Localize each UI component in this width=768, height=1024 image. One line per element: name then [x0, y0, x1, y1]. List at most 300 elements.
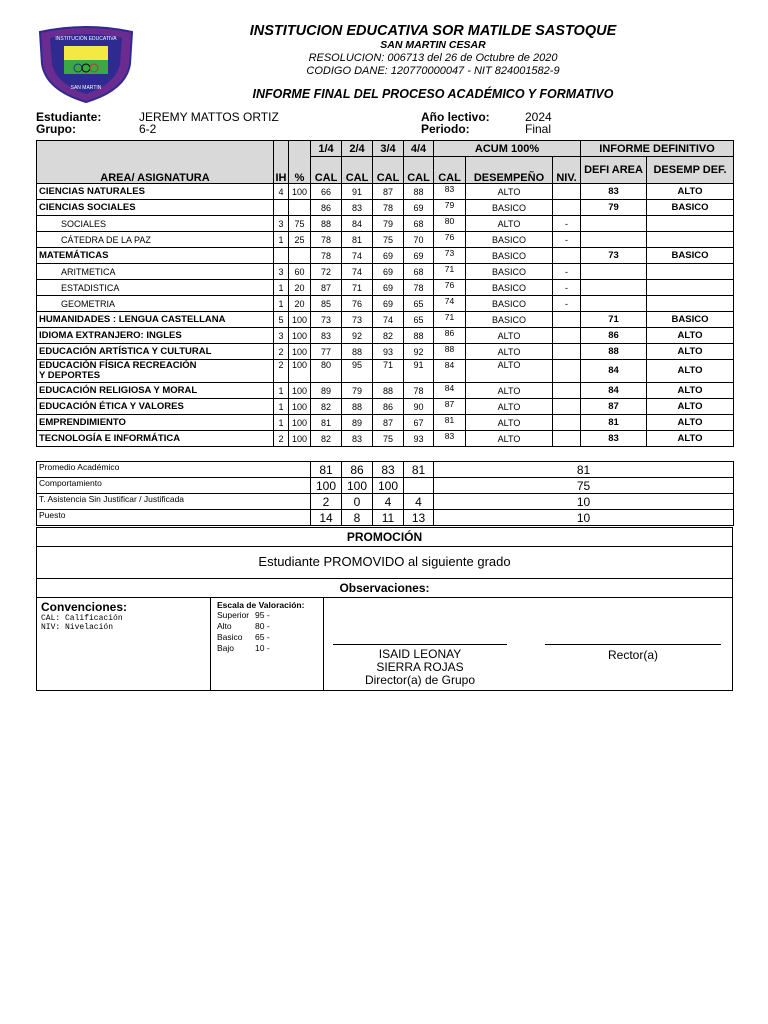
- period-grade-cell: 79: [373, 216, 404, 232]
- defi-area-cell: [581, 296, 647, 312]
- acum-cal-cell: 76: [434, 232, 466, 248]
- school-codes: CODIGO DANE: 120770000047 - NIT 824001582-9: [306, 65, 560, 77]
- subject-name-line-2: Y DEPORTES: [39, 370, 101, 381]
- summary-period-value: 81: [311, 462, 342, 478]
- table-row: [37, 431, 734, 447]
- period-grade-cell: 83: [342, 200, 373, 216]
- col-cal-3: CAL: [373, 157, 404, 184]
- subject-name: EDUCACIÓN RELIGIOSA Y MORAL: [37, 383, 274, 399]
- summary-total: 10: [434, 510, 734, 526]
- scale-title: Escala de Valoración:: [217, 600, 305, 610]
- period-grade-cell: 72: [311, 264, 342, 280]
- ih-cell: 1: [274, 415, 289, 431]
- summary-period-value: 100: [311, 478, 342, 494]
- subject-name-line-1: EDUCACIÓN FÍSICA RECREACIÓN: [39, 360, 197, 371]
- summary-period-value: 2: [311, 494, 342, 510]
- convention-cal: CAL: Calificación: [41, 614, 123, 623]
- period-grade-cell: 69: [373, 280, 404, 296]
- pct-cell: 100: [289, 415, 311, 431]
- defi-area-cell: 79: [581, 200, 647, 216]
- desempeno-cell: ALTO: [466, 399, 553, 415]
- col-niv: NIV.: [553, 157, 581, 184]
- school-name: INSTITUCION EDUCATIVA SOR MATILDE SASTOQUE: [249, 23, 617, 39]
- table-row: [37, 264, 734, 280]
- defi-area-cell: [581, 232, 647, 248]
- period-grade-cell: 88: [311, 216, 342, 232]
- table-row: [37, 399, 734, 415]
- period-grade-cell: 88: [342, 399, 373, 415]
- ih-cell: 3: [274, 328, 289, 344]
- defi-area-cell: 84: [581, 360, 647, 383]
- period-grade-cell: 88: [404, 184, 434, 200]
- period-grade-cell: 93: [404, 431, 434, 447]
- col-cal-acum: CAL: [434, 157, 466, 184]
- acum-cal-cell: 87: [434, 399, 466, 415]
- desempeno-cell: ALTO: [466, 344, 553, 360]
- period-grade-cell: 88: [373, 383, 404, 399]
- acum-cal-cell: 80: [434, 216, 466, 232]
- summary-period-value: [404, 478, 434, 494]
- period-grade-cell: 86: [373, 399, 404, 415]
- col-p1: 1/4: [311, 141, 342, 157]
- period-grade-cell: 88: [404, 328, 434, 344]
- promotion-title: PROMOCIÓN: [36, 527, 733, 547]
- desemp-def-cell: BASICO: [647, 312, 734, 328]
- acum-cal-cell: 73: [434, 248, 466, 264]
- defi-area-cell: [581, 264, 647, 280]
- conventions-box: [37, 597, 211, 690]
- col-cal-1: CAL: [311, 157, 342, 184]
- acum-cal-cell: 83: [434, 431, 466, 447]
- ih-cell: 3: [274, 216, 289, 232]
- year-value: 2024: [525, 110, 552, 124]
- summary-period-value: 100: [373, 478, 404, 494]
- subject-name: [37, 360, 274, 383]
- summary-label: T. Asistencia Sin Justificar / Justificada: [37, 494, 311, 510]
- period-grade-cell: 91: [342, 184, 373, 200]
- desempeno-cell: ALTO: [466, 328, 553, 344]
- table-row: [37, 360, 734, 383]
- acum-cal-cell: 81: [434, 415, 466, 431]
- subject-name: EDUCACIÓN ÉTICA Y VALORES: [37, 399, 274, 415]
- col-desempeno: DESEMPEÑO: [466, 157, 553, 184]
- niv-cell: -: [553, 280, 581, 296]
- pct-cell: 100: [289, 344, 311, 360]
- niv-cell: -: [553, 216, 581, 232]
- period-grade-cell: 67: [404, 415, 434, 431]
- desempeno-cell: ALTO: [466, 431, 553, 447]
- ih-cell: 4: [274, 184, 289, 200]
- desemp-def-cell: [647, 232, 734, 248]
- summary-period-value: 4: [373, 494, 404, 510]
- scale-value: 80 -: [255, 621, 270, 631]
- niv-cell: [553, 328, 581, 344]
- summary-period-value: 83: [373, 462, 404, 478]
- summary-table: [36, 461, 734, 526]
- rector-role: Rector(a): [607, 648, 658, 662]
- pct-cell: 100: [289, 399, 311, 415]
- pct-cell: 60: [289, 264, 311, 280]
- defi-area-cell: 83: [581, 184, 647, 200]
- subject-name: GEOMETRIA: [37, 296, 274, 312]
- school-crest-logo: [34, 24, 138, 104]
- subject-name: EDUCACIÓN ARTÍSTICA Y CULTURAL: [37, 344, 274, 360]
- period-grade-cell: 82: [311, 399, 342, 415]
- period-grade-cell: 69: [404, 248, 434, 264]
- defi-area-cell: 84: [581, 383, 647, 399]
- pct-cell: [289, 248, 311, 264]
- pct-cell: 75: [289, 216, 311, 232]
- summary-label: Comportamiento: [37, 478, 311, 494]
- table-row: [37, 383, 734, 399]
- scale-box: [211, 597, 324, 690]
- defi-area-cell: 83: [581, 431, 647, 447]
- defi-area-cell: 87: [581, 399, 647, 415]
- defi-area-cell: 88: [581, 344, 647, 360]
- convention-niv: NIV: Nivelación: [41, 623, 114, 632]
- table-row: [37, 280, 734, 296]
- defi-area-cell: [581, 216, 647, 232]
- scale-value: 95 -: [255, 610, 270, 620]
- director-name-1: ISAID LEONAY: [378, 647, 462, 661]
- desempeno-cell: ALTO: [466, 216, 553, 232]
- table-row: [37, 312, 734, 328]
- period-grade-cell: 84: [342, 216, 373, 232]
- subject-name: CIENCIAS SOCIALES: [37, 200, 274, 216]
- acum-cal-cell: 84: [434, 383, 466, 399]
- acum-cal-cell: 74: [434, 296, 466, 312]
- ih-cell: [274, 248, 289, 264]
- scale-label: Alto: [217, 621, 232, 631]
- defi-area-cell: 81: [581, 415, 647, 431]
- subject-name: EMPRENDIMIENTO: [37, 415, 274, 431]
- col-p3: 3/4: [373, 141, 404, 157]
- period-grade-cell: 69: [373, 296, 404, 312]
- acum-cal-cell: 83: [434, 184, 466, 200]
- summary-period-value: 0: [342, 494, 373, 510]
- desemp-def-cell: ALTO: [647, 360, 734, 383]
- pct-cell: 25: [289, 232, 311, 248]
- grades-table: [36, 140, 734, 447]
- director-name-2: SIERRA ROJAS: [376, 660, 464, 674]
- niv-cell: [553, 431, 581, 447]
- scale-label: Bajo: [217, 643, 235, 653]
- period-grade-cell: 80: [311, 360, 342, 383]
- ih-cell: 1: [274, 280, 289, 296]
- ih-cell: [274, 200, 289, 216]
- period-grade-cell: 66: [311, 184, 342, 200]
- period-grade-cell: 69: [404, 200, 434, 216]
- defi-area-cell: [581, 280, 647, 296]
- niv-cell: [553, 360, 581, 383]
- year-label: Año lectivo:: [421, 110, 490, 124]
- desemp-def-cell: ALTO: [647, 431, 734, 447]
- desempeno-cell: BASICO: [466, 232, 553, 248]
- table-row: [37, 296, 734, 312]
- ih-cell: 1: [274, 383, 289, 399]
- table-row: [37, 184, 734, 200]
- school-city: SAN MARTIN CESAR: [380, 39, 486, 51]
- footer-box: [36, 597, 733, 691]
- pct-cell: [289, 200, 311, 216]
- period-grade-cell: 83: [311, 328, 342, 344]
- acum-cal-cell: 71: [434, 264, 466, 280]
- acum-cal-cell: 71: [434, 312, 466, 328]
- period-grade-cell: 81: [342, 232, 373, 248]
- col-cal-4: CAL: [404, 157, 434, 184]
- period-grade-cell: 87: [311, 280, 342, 296]
- desempeno-cell: BASICO: [466, 280, 553, 296]
- subject-name: TECNOLOGÍA E INFORMÁTICA: [37, 431, 274, 447]
- niv-cell: [553, 344, 581, 360]
- table-row: [37, 248, 734, 264]
- niv-cell: -: [553, 264, 581, 280]
- grades-body: [37, 184, 734, 447]
- niv-cell: [553, 200, 581, 216]
- col-p4: 4/4: [404, 141, 434, 157]
- subject-name: HUMANIDADES : LENGUA CASTELLANA: [37, 312, 274, 328]
- col-informe: INFORME DEFINITIVO: [581, 141, 734, 157]
- table-row: [37, 216, 734, 232]
- col-ih: IH: [274, 141, 289, 184]
- summary-total: 75: [434, 478, 734, 494]
- pct-cell: 100: [289, 312, 311, 328]
- desempeno-cell: BASICO: [466, 296, 553, 312]
- period-grade-cell: 74: [342, 264, 373, 280]
- table-row: [37, 344, 734, 360]
- summary-period-value: 11: [373, 510, 404, 526]
- summary-total: 10: [434, 494, 734, 510]
- niv-cell: [553, 184, 581, 200]
- summary-row: [37, 478, 734, 494]
- desempeno-cell: BASICO: [466, 200, 553, 216]
- summary-period-value: 4: [404, 494, 434, 510]
- table-row: [37, 328, 734, 344]
- observations-title: Observaciones:: [36, 578, 733, 598]
- period-grade-cell: 78: [373, 200, 404, 216]
- summary-row: [37, 494, 734, 510]
- period-grade-cell: 90: [404, 399, 434, 415]
- niv-cell: [553, 383, 581, 399]
- desempeno-cell: BASICO: [466, 248, 553, 264]
- period-grade-cell: 95: [342, 360, 373, 383]
- niv-cell: [553, 415, 581, 431]
- summary-period-value: 86: [342, 462, 373, 478]
- ih-cell: 2: [274, 360, 289, 383]
- group-value: 6-2: [139, 122, 157, 136]
- pct-cell: 100: [289, 328, 311, 344]
- niv-cell: -: [553, 232, 581, 248]
- acum-cal-cell: 86: [434, 328, 466, 344]
- report-title: INFORME FINAL DEL PROCESO ACADÉMICO Y FORMATIVO: [252, 87, 614, 101]
- scale-value: 10 -: [255, 643, 270, 653]
- group-label: Grupo:: [36, 122, 76, 136]
- subject-name: MATEMÁTICAS: [37, 248, 274, 264]
- period-grade-cell: 78: [404, 383, 434, 399]
- table-row: [37, 232, 734, 248]
- acum-cal-cell: 79: [434, 200, 466, 216]
- period-grade-cell: 75: [373, 232, 404, 248]
- desemp-def-cell: ALTO: [647, 383, 734, 399]
- period-grade-cell: 86: [311, 200, 342, 216]
- pct-cell: 20: [289, 296, 311, 312]
- desempeno-cell: ALTO: [466, 184, 553, 200]
- subject-name: IDIOMA EXTRANJERO: INGLES: [37, 328, 274, 344]
- table-row: [37, 415, 734, 431]
- period-grade-cell: 71: [373, 360, 404, 383]
- desemp-def-cell: ALTO: [647, 399, 734, 415]
- defi-area-cell: 86: [581, 328, 647, 344]
- period-grade-cell: 89: [311, 383, 342, 399]
- ih-cell: 2: [274, 431, 289, 447]
- niv-cell: [553, 248, 581, 264]
- desemp-def-cell: BASICO: [647, 248, 734, 264]
- period-grade-cell: 73: [311, 312, 342, 328]
- period-grade-cell: 71: [342, 280, 373, 296]
- promotion-text: Estudiante PROMOVIDO al siguiente grado: [36, 546, 733, 579]
- period-grade-cell: 69: [373, 264, 404, 280]
- period-grade-cell: 77: [311, 344, 342, 360]
- ih-cell: 3: [274, 264, 289, 280]
- summary-total: 81: [434, 462, 734, 478]
- summary-period-value: 8: [342, 510, 373, 526]
- pct-cell: 100: [289, 184, 311, 200]
- pct-cell: 20: [289, 280, 311, 296]
- director-role: Director(a) de Grupo: [364, 673, 476, 687]
- col-p2: 2/4: [342, 141, 373, 157]
- period-grade-cell: 78: [404, 280, 434, 296]
- ih-cell: 2: [274, 344, 289, 360]
- subject-name: CIENCIAS NATURALES: [37, 184, 274, 200]
- niv-cell: -: [553, 296, 581, 312]
- period-grade-cell: 74: [342, 248, 373, 264]
- desemp-def-cell: [647, 264, 734, 280]
- desemp-def-cell: ALTO: [647, 184, 734, 200]
- period-grade-cell: 78: [311, 232, 342, 248]
- defi-area-cell: 73: [581, 248, 647, 264]
- acum-cal-cell: 84: [434, 360, 466, 383]
- period-grade-cell: 92: [404, 344, 434, 360]
- pct-cell: 100: [289, 431, 311, 447]
- period-grade-cell: 92: [342, 328, 373, 344]
- summary-label: Promedio Académico: [37, 462, 311, 478]
- ih-cell: 1: [274, 296, 289, 312]
- col-pct: %: [289, 141, 311, 184]
- subject-name: CÁTEDRA DE LA PAZ: [37, 232, 274, 248]
- summary-label: Puesto: [37, 510, 311, 526]
- summary-period-value: 81: [404, 462, 434, 478]
- student-label: Estudiante:: [36, 110, 102, 124]
- resolution: RESOLUCION: 006713 del 26 de Octubre de 2020: [308, 52, 558, 64]
- student-name: JEREMY MATTOS ORTIZ: [139, 110, 279, 124]
- period-grade-cell: 68: [404, 264, 434, 280]
- summary-period-value: 14: [311, 510, 342, 526]
- subject-name: ESTADISTICA: [37, 280, 274, 296]
- period-label: Periodo:: [421, 122, 470, 136]
- summary-period-value: 100: [342, 478, 373, 494]
- period-grade-cell: 73: [342, 312, 373, 328]
- desempeno-cell: ALTO: [466, 383, 553, 399]
- period-grade-cell: 93: [373, 344, 404, 360]
- crest-text: INSTITUCIÓN EDUCATIVA: [55, 36, 117, 42]
- acum-cal-cell: 76: [434, 280, 466, 296]
- col-desemp-def: DESEMP DEF.: [647, 157, 734, 184]
- col-defi-area: DEFI AREA: [581, 157, 647, 184]
- period-grade-cell: 76: [342, 296, 373, 312]
- period-grade-cell: 65: [404, 296, 434, 312]
- period-grade-cell: 81: [311, 415, 342, 431]
- period-grade-cell: 79: [342, 383, 373, 399]
- col-area: AREA/ ASIGNATURA: [37, 141, 274, 184]
- period-grade-cell: 69: [373, 248, 404, 264]
- desempeno-cell: ALTO: [466, 360, 553, 383]
- summary-row: [37, 462, 734, 478]
- period-grade-cell: 88: [342, 344, 373, 360]
- desemp-def-cell: BASICO: [647, 200, 734, 216]
- director-signature-line: [333, 644, 507, 645]
- period-grade-cell: 74: [373, 312, 404, 328]
- period-grade-cell: 89: [342, 415, 373, 431]
- desemp-def-cell: ALTO: [647, 415, 734, 431]
- period-grade-cell: 78: [311, 248, 342, 264]
- col-cal-2: CAL: [342, 157, 373, 184]
- period-grade-cell: 87: [373, 184, 404, 200]
- period-grade-cell: 65: [404, 312, 434, 328]
- desempeno-cell: BASICO: [466, 264, 553, 280]
- summary-period-value: 13: [404, 510, 434, 526]
- rector-signature-line: [545, 644, 721, 645]
- pct-cell: 100: [289, 383, 311, 399]
- crest-bottom-text: SAN MARTIN: [70, 85, 102, 91]
- period-grade-cell: 91: [404, 360, 434, 383]
- period-grade-cell: 68: [404, 216, 434, 232]
- period-grade-cell: 70: [404, 232, 434, 248]
- director-signature: [323, 648, 517, 687]
- period-grade-cell: 87: [373, 415, 404, 431]
- desemp-def-cell: ALTO: [647, 344, 734, 360]
- niv-cell: [553, 399, 581, 415]
- subject-name: SOCIALES: [37, 216, 274, 232]
- desemp-def-cell: [647, 280, 734, 296]
- acum-cal-cell: 88: [434, 344, 466, 360]
- summary-body: [37, 462, 734, 526]
- period-grade-cell: 85: [311, 296, 342, 312]
- conventions-title: Convenciones:: [41, 600, 128, 614]
- summary-row: [37, 510, 734, 526]
- scale-label: Superior: [217, 610, 250, 620]
- scale-value: 65 -: [255, 632, 270, 642]
- period-grade-cell: 75: [373, 431, 404, 447]
- desemp-def-cell: [647, 296, 734, 312]
- ih-cell: 1: [274, 232, 289, 248]
- niv-cell: [553, 312, 581, 328]
- scale-label: Basico: [217, 632, 243, 642]
- ih-cell: 5: [274, 312, 289, 328]
- col-acum: ACUM 100%: [434, 141, 581, 157]
- ih-cell: 1: [274, 399, 289, 415]
- desemp-def-cell: ALTO: [647, 328, 734, 344]
- desemp-def-cell: [647, 216, 734, 232]
- pct-cell: 100: [289, 360, 311, 383]
- desempeno-cell: ALTO: [466, 415, 553, 431]
- period-grade-cell: 82: [311, 431, 342, 447]
- table-row: [37, 200, 734, 216]
- subject-name: ARITMETICA: [37, 264, 274, 280]
- desempeno-cell: BASICO: [466, 312, 553, 328]
- period-grade-cell: 82: [373, 328, 404, 344]
- period-grade-cell: 83: [342, 431, 373, 447]
- period-value: Final: [525, 122, 552, 136]
